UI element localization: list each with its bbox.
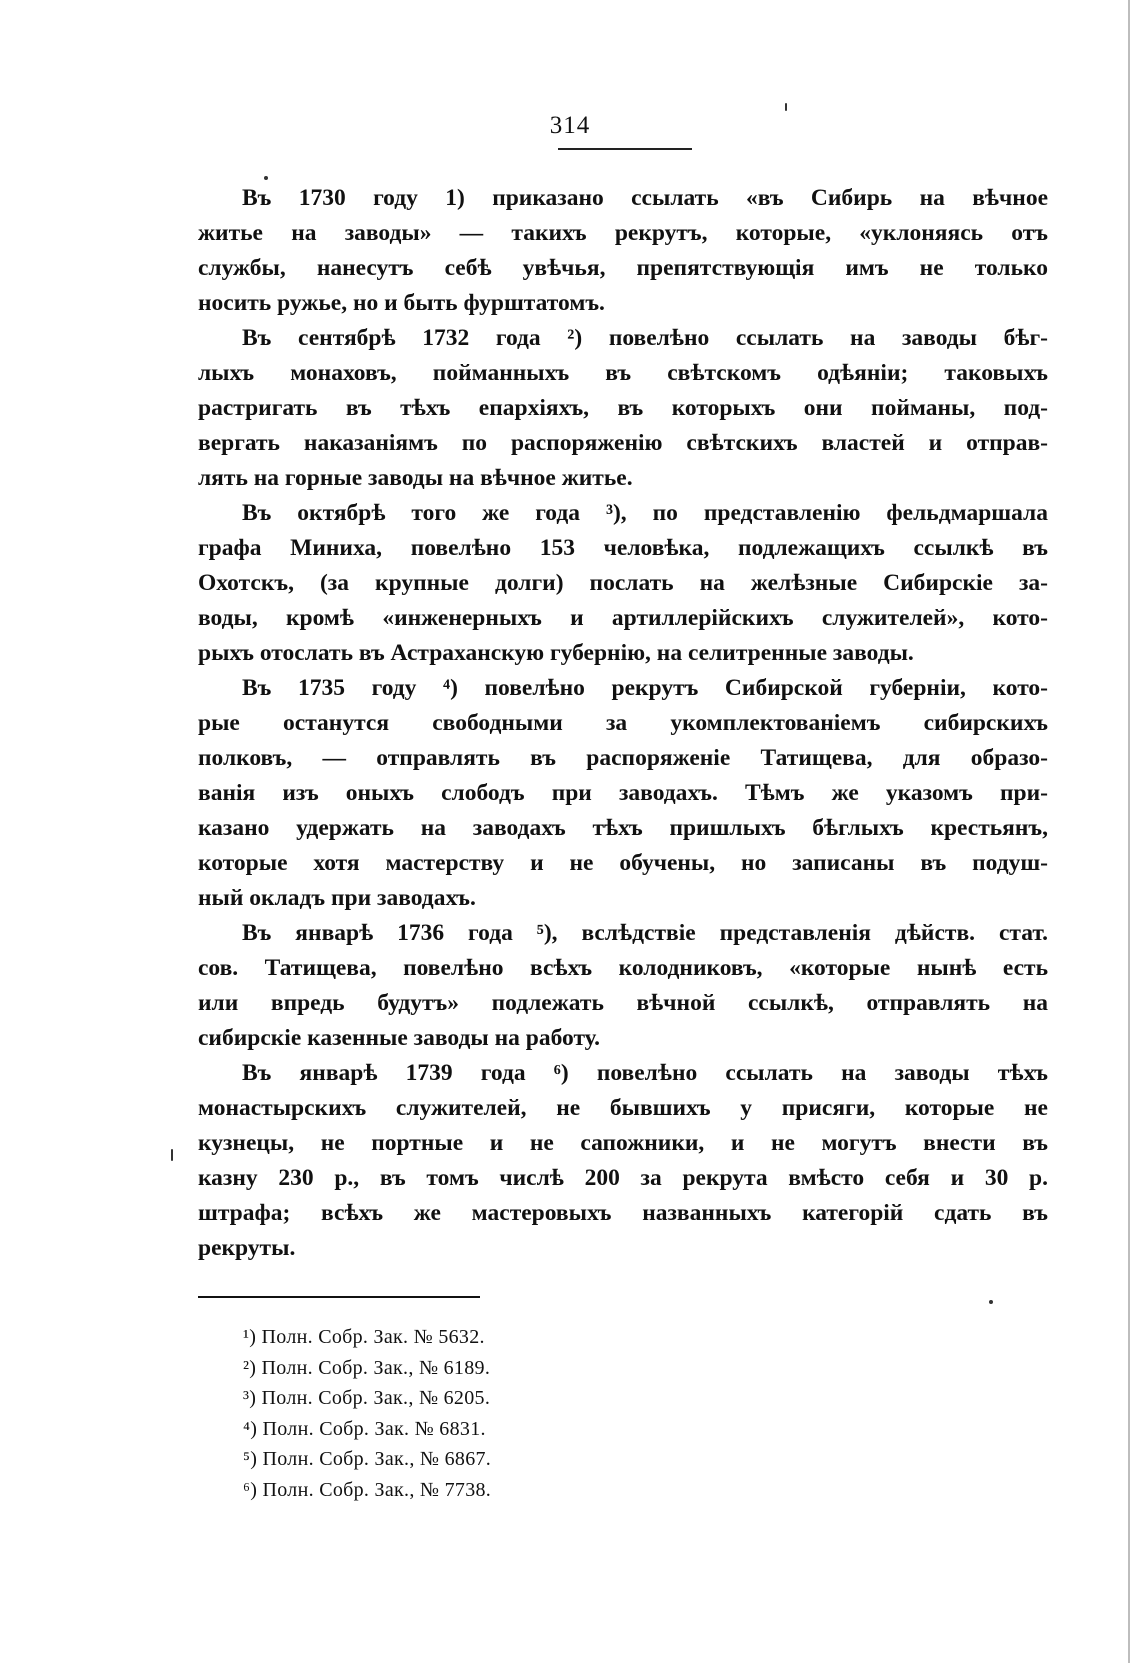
text-line: ванія изъ оныхъ слободъ при заводахъ. Тѣмъ же указомъ при-: [198, 780, 1048, 806]
paragraph: [198, 321, 1048, 496]
page-edge-line: [1128, 0, 1130, 1663]
text-line: лять на горные заводы на вѣчное житье.: [198, 465, 633, 491]
footnote: ³) Полн. Собр. Зак., № 6205.: [243, 1387, 491, 1409]
text-line: воды, кромѣ «инженерныхъ и артиллерійскихъ служителей», кото-: [198, 605, 1048, 631]
text-line: сибирскіе казенные заводы на работу.: [198, 1025, 600, 1051]
text-line: Въ 1730 году 1) приказано ссылать «въ Сибирь на вѣчное: [242, 185, 1048, 211]
text-line: штрафа; всѣхъ же мастеровыхъ названныхъ категорій сдать въ: [198, 1200, 1048, 1226]
text-line: рекруты.: [198, 1235, 296, 1261]
body-text: [198, 181, 1048, 1266]
footnote: ⁶) Полн. Собр. Зак., № 7738.: [243, 1478, 492, 1501]
text-line: которые хотя мастерству и не обучены, но записаны въ подуш-: [198, 850, 1048, 876]
text-line: Въ октябрѣ того же года ³), по представленію фельдмаршала: [242, 500, 1048, 526]
text-line: казну 230 р., въ томъ числѣ 200 за рекрута вмѣсто себя и 30 р.: [198, 1165, 1048, 1191]
scan-speck: [264, 176, 268, 180]
text-line: носить ружье, но и быть фурштатомъ.: [198, 290, 605, 316]
footnote-separator: [198, 1296, 480, 1298]
text-line: рыхъ отослать въ Астраханскую губернію, на селитренные заводы.: [198, 640, 914, 666]
scan-speck: [989, 1300, 993, 1304]
paragraph: [198, 671, 1048, 916]
paragraph: [198, 1056, 1048, 1266]
text-line: рые останутся свободными за укомплектованіемъ сибирскихъ: [198, 710, 1048, 736]
paragraph: [198, 916, 1048, 1056]
footnote: ²) Полн. Собр. Зак., № 6189.: [243, 1356, 491, 1379]
text-line: Охотскъ, (за крупные долги) послать на желѣзные Сибирскіе за-: [198, 570, 1048, 596]
page-number-rule: [558, 148, 692, 150]
text-line: вергать наказаніямъ по распоряженію свѣтскихъ властей и отправ-: [198, 430, 1048, 456]
text-line: или впредь будутъ» подлежать вѣчной ссылкѣ, отправлять на: [198, 990, 1048, 1016]
text-line: растригать въ тѣхъ епархіяхъ, въ которыхъ они пойманы, под-: [198, 395, 1048, 421]
text-line: службы, нанесутъ себѣ увѣчья, препятствующія имъ не только: [198, 255, 1048, 281]
text-line: сов. Татищева, повелѣно всѣхъ колодниковъ, «которые нынѣ есть: [198, 955, 1048, 981]
scan-speck: [171, 1149, 173, 1161]
text-line: лыхъ монаховъ, пойманныхъ въ свѣтскомъ одѣяніи; таковыхъ: [198, 360, 1048, 386]
text-line: полковъ, — отправлять въ распоряженіе Татищева, для образо-: [198, 745, 1048, 771]
text-line: графа Миниха, повелѣно 153 человѣка, подлежащихъ ссылкѣ въ: [198, 535, 1048, 561]
text-line: Въ сентябрѣ 1732 года ²) повелѣно ссылать на заводы бѣг-: [242, 325, 1048, 351]
text-line: Въ январѣ 1736 года ⁵), вслѣдствіе представленія дѣйств. стат.: [242, 920, 1048, 946]
scan-speck: [785, 103, 787, 111]
footnotes: [243, 1322, 491, 1505]
paragraph: [198, 181, 1048, 321]
text-line: Въ январѣ 1739 года ⁶) повелѣно ссылать на заводы тѣхъ: [242, 1060, 1048, 1086]
paragraph: [198, 496, 1048, 671]
text-line: ный окладъ при заводахъ.: [198, 885, 476, 911]
page-number: 314: [549, 112, 591, 139]
text-line: житье на заводы» — такихъ рекрутъ, которые, «уклоняясь отъ: [198, 220, 1048, 246]
text-line: монастырскихъ служителей, не бывшихъ у присяги, которые не: [198, 1095, 1048, 1121]
text-line: кузнецы, не портные и не сапожники, и не могутъ внести въ: [198, 1130, 1048, 1156]
footnote: ⁵) Полн. Собр. Зак., № 6867.: [243, 1448, 492, 1470]
text-line: казано удержать на заводахъ тѣхъ пришлыхъ бѣглыхъ крестьянъ,: [198, 815, 1048, 841]
footnote: ⁴) Полн. Собр. Зак. № 6831.: [243, 1417, 486, 1440]
text-line: Въ 1735 году ⁴) повелѣно рекрутъ Сибирской губерніи, кото-: [242, 675, 1048, 701]
footnote: ¹) Полн. Собр. Зак. № 5632.: [243, 1326, 485, 1348]
